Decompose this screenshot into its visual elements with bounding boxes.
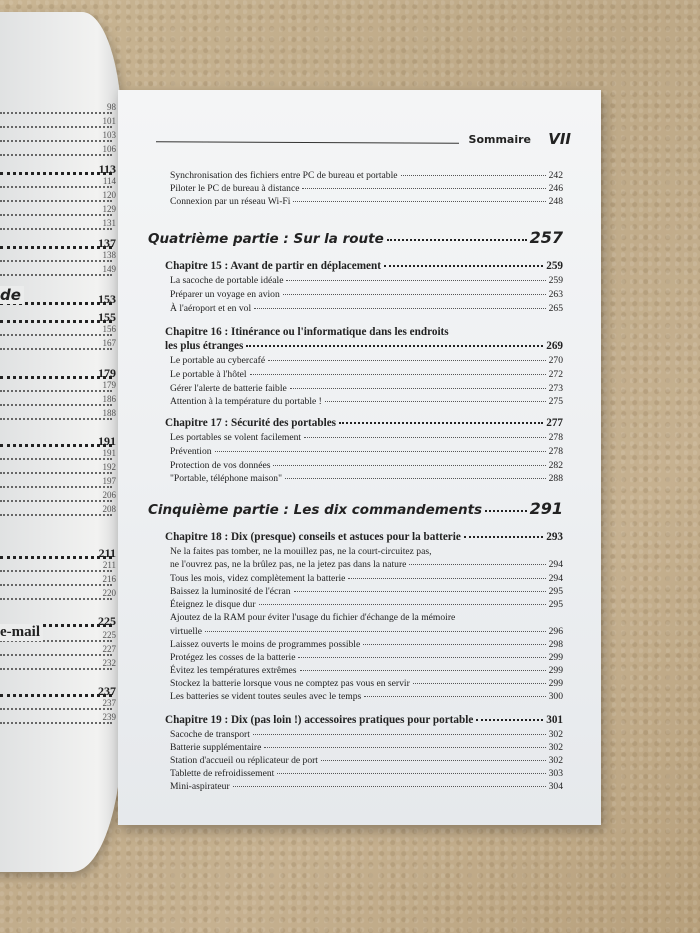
section-label: Sacoche de transport [170, 729, 250, 740]
page-number: 120 [102, 190, 116, 200]
page-number: 246 [548, 183, 563, 194]
page-number: 295 [548, 586, 563, 597]
page-number: 186 [102, 394, 116, 404]
page-number: 263 [548, 289, 563, 300]
section-label-line1: Ne la faites pas tomber, ne la mouillez pas, ne la court-circuitez pas, [170, 546, 432, 557]
toc-section [170, 383, 563, 394]
leader-dots [294, 591, 546, 592]
page-number: 227 [102, 644, 116, 654]
page-number: 179 [102, 380, 116, 390]
left-page-row [0, 544, 112, 559]
left-page-row [0, 100, 112, 114]
section-label: Protégez les cosses de la batterie [170, 652, 296, 663]
leader-dots [401, 175, 546, 176]
left-page-row [0, 488, 112, 502]
page-number: 301 [546, 714, 563, 726]
page-number: 191 [98, 434, 116, 448]
left-page-row [0, 262, 112, 276]
running-head-title: Sommaire [468, 133, 531, 146]
leader-dots [464, 536, 543, 538]
toc-section [170, 586, 563, 597]
leader-dots [384, 265, 543, 267]
leader-dots [300, 670, 546, 671]
toc-section [170, 355, 563, 366]
toc-chapter [165, 531, 563, 543]
section-label: Préparer un voyage en avion [170, 289, 280, 300]
page-number: 211 [102, 560, 116, 570]
page-number: 113 [98, 162, 116, 176]
page-number: 101 [102, 116, 116, 126]
leader-dots [413, 683, 546, 684]
section-label: Stockez la batterie lorsque vous ne comptez pas vous en servir [170, 678, 410, 689]
toc-chapter [165, 714, 563, 726]
page-number: 220 [102, 588, 116, 598]
page-number: 257 [529, 228, 563, 247]
page-number: 106 [102, 144, 116, 154]
leader-dots [364, 696, 545, 697]
left-page-row [0, 188, 112, 202]
section-label: Les batteries se vident toutes seules avec le temps [170, 691, 362, 702]
left-page-row [0, 656, 112, 670]
left-page [0, 12, 122, 872]
section-label: Prévention [170, 446, 212, 457]
page-number: 299 [548, 652, 563, 663]
leader-dots [485, 510, 527, 512]
section-label: Attention à la température du portable ! [170, 396, 322, 407]
leader-dots [264, 747, 545, 748]
left-page-row [0, 446, 112, 460]
page-number: 259 [546, 260, 563, 272]
leader-dots [250, 374, 546, 375]
toc-section [170, 639, 563, 650]
leader-dots [283, 294, 546, 295]
part-label: Quatrième partie : Sur la route [148, 231, 384, 247]
leader-dots [298, 657, 545, 658]
left-page-row [0, 586, 112, 600]
chapter-label: Chapitre 19 : Dix (pas loin !) accessoires pratiques pour portable [165, 714, 474, 726]
page-number: 216 [102, 574, 116, 584]
page-number: 265 [548, 303, 563, 314]
leader-dots [325, 401, 546, 402]
toc-section [170, 652, 563, 663]
leader-dots [246, 345, 543, 347]
part-label: Cinquième partie : Les dix commandements [148, 502, 483, 518]
page-number: 192 [102, 462, 116, 472]
section-label: Protection de vos données [170, 460, 271, 471]
left-page-row [0, 128, 112, 142]
page-number: 167 [102, 338, 116, 348]
toc-section [170, 289, 563, 300]
left-page-row [0, 696, 112, 710]
page-number: 191 [102, 448, 116, 458]
page-number: 131 [102, 218, 116, 228]
page-number: 197 [102, 476, 116, 486]
leader-dots [476, 719, 543, 721]
page-number: 137 [98, 236, 116, 250]
page-number: 293 [546, 531, 563, 543]
right-page [118, 90, 601, 825]
page-number: 103 [102, 130, 116, 140]
page-number: 237 [98, 684, 116, 698]
left-page-row [0, 474, 112, 488]
page-number: 232 [102, 658, 116, 668]
left-page-row [0, 378, 112, 392]
section-label-line1: Ajoutez de la RAM pour éviter l'usage du fichier d'échange de la mémoire [170, 612, 456, 623]
toc-section [170, 768, 563, 779]
page-number: 138 [102, 250, 116, 260]
page-number: 237 [102, 698, 116, 708]
leader-dots [348, 578, 545, 579]
leader-dots [339, 422, 543, 424]
leader-dots [273, 465, 545, 466]
leader-dots [268, 360, 546, 361]
page-number: 259 [548, 275, 563, 286]
page-number: 248 [548, 196, 563, 207]
page-number: 304 [548, 781, 563, 792]
left-page-row [0, 682, 112, 697]
page-number: 302 [548, 729, 563, 740]
section-label: Batterie supplémentaire [170, 742, 262, 753]
page-number: 98 [107, 102, 116, 112]
toc-section [170, 678, 563, 689]
leader-dots [215, 451, 546, 452]
left-page-row [0, 572, 112, 586]
section-label: Laissez ouverts le moins de programmes possible [170, 639, 361, 650]
partial-entry-label: e-mail [0, 624, 43, 641]
page-number: 300 [548, 691, 563, 702]
page-number: 242 [548, 170, 563, 181]
leader-dots [321, 760, 546, 761]
section-label: Gérer l'alerte de batterie faible [170, 383, 287, 394]
leader-dots [233, 786, 546, 787]
page-number: 291 [529, 499, 563, 518]
leader-dots [277, 773, 545, 774]
toc-part [148, 499, 563, 518]
page-number: 153 [98, 292, 116, 306]
toc-chapter [165, 417, 563, 429]
page-number: 225 [98, 614, 116, 628]
leader-dots [286, 280, 545, 281]
page-number: 156 [102, 324, 116, 334]
section-label: Piloter le PC de bureau à distance [170, 183, 300, 194]
section-label: Tous les mois, videz complètement la batterie [170, 573, 346, 584]
header-rule [156, 141, 459, 144]
page-number: 225 [102, 630, 116, 640]
left-page-row [0, 502, 112, 516]
left-page-row [0, 642, 112, 656]
toc-section [170, 170, 563, 181]
chapter-label: les plus étranges [165, 340, 244, 352]
leader-dots [387, 239, 527, 241]
left-page-row [0, 202, 112, 216]
page-number: 272 [548, 369, 563, 380]
toc-section [170, 559, 563, 570]
toc-chapter [165, 260, 563, 272]
left-page-row [0, 114, 112, 128]
page-number: 129 [102, 204, 116, 214]
page-number: 277 [546, 417, 563, 429]
toc-section [170, 473, 563, 484]
section-label: Connexion par un réseau Wi-Fi [170, 196, 291, 207]
page-number: 278 [548, 446, 563, 457]
leader-dots [290, 388, 546, 389]
page-number: 208 [102, 504, 116, 514]
section-label: Le portable au cybercafé [170, 355, 266, 366]
left-page-row [0, 432, 112, 447]
page-number: 282 [548, 460, 563, 471]
section-label: La sacoche de portable idéale [170, 275, 284, 286]
section-label: Tablette de refroidissement [170, 768, 275, 779]
section-label: Synchronisation des fichiers entre PC de bureau et portable [170, 170, 398, 181]
page-folio: VII [548, 130, 571, 148]
toc-section [170, 369, 563, 380]
page-number: 211 [98, 546, 116, 560]
page-number: 275 [548, 396, 563, 407]
toc-section [170, 432, 563, 443]
left-page-row [0, 392, 112, 406]
page-number: 303 [548, 768, 563, 779]
page-number: 273 [548, 383, 563, 394]
left-page-row [0, 142, 112, 156]
page-number: 296 [548, 626, 563, 637]
page-number: 294 [548, 573, 563, 584]
page-number: 239 [102, 712, 116, 722]
running-head [156, 132, 579, 150]
section-label: Éteignez le disque dur [170, 599, 256, 610]
toc-section [170, 691, 563, 702]
section-label: Évitez les températures extrêmes [170, 665, 297, 676]
section-label: virtuelle [170, 626, 202, 637]
page-number: 288 [548, 473, 563, 484]
chapter-label: Chapitre 18 : Dix (presque) conseils et astuces pour la batterie [165, 531, 461, 543]
toc-section [170, 665, 563, 676]
page-number: 302 [548, 755, 563, 766]
section-label: Baissez la luminosité de l'écran [170, 586, 291, 597]
toc-section [170, 460, 563, 471]
left-page-row [0, 174, 112, 188]
page-number: 179 [98, 366, 116, 380]
left-page-row [0, 558, 112, 572]
leader-dots [302, 188, 545, 189]
toc-section [170, 446, 563, 457]
page-number: 206 [102, 490, 116, 500]
leader-dots [409, 564, 545, 565]
section-label: Le portable à l'hôtel [170, 369, 247, 380]
page-number: 114 [102, 176, 116, 186]
toc-section [170, 781, 563, 792]
page-number: 299 [548, 678, 563, 689]
toc-chapter [165, 340, 563, 352]
page-number: 294 [548, 559, 563, 570]
page-number: 188 [102, 408, 116, 418]
page-number: 302 [548, 742, 563, 753]
section-label: À l'aéroport et en vol [170, 303, 252, 314]
left-page-row [0, 710, 112, 724]
toc-section [170, 599, 563, 610]
chapter-label-line1: Chapitre 16 : Itinérance ou l'informatique dans les endroits [165, 326, 449, 338]
leader-dots [293, 201, 545, 202]
page-number: 155 [98, 310, 116, 324]
left-page-row [0, 460, 112, 474]
leader-dots [285, 478, 546, 479]
page-number: 299 [548, 665, 563, 676]
section-label: Les portables se volent facilement [170, 432, 302, 443]
page-number: 269 [546, 340, 563, 352]
toc-section [170, 303, 563, 314]
toc-section [170, 196, 563, 207]
page-number: 270 [548, 355, 563, 366]
left-page-row [0, 322, 112, 336]
left-page-row [0, 364, 112, 379]
chapter-label: Chapitre 15 : Avant de partir en déplacement [165, 260, 381, 272]
left-page-row [0, 216, 112, 230]
toc-section [170, 275, 563, 286]
leader-dots [253, 734, 546, 735]
leader-dots [259, 604, 546, 605]
section-label: "Portable, téléphone maison" [170, 473, 283, 484]
section-label: Mini-aspirateur [170, 781, 230, 792]
left-page-row [0, 160, 112, 175]
left-page-row [0, 308, 112, 323]
toc-section [170, 396, 563, 407]
leader-dots [205, 631, 546, 632]
page-number: 298 [548, 639, 563, 650]
toc-section [170, 742, 563, 753]
section-label: ne l'ouvrez pas, ne la brûlez pas, ne la jetez pas dans la nature [170, 559, 407, 570]
page-number: 295 [548, 599, 563, 610]
page-number: 278 [548, 432, 563, 443]
left-page-row [0, 234, 112, 249]
section-label: Station d'accueil ou réplicateur de port [170, 755, 318, 766]
leader-dots [254, 308, 545, 309]
toc-section [170, 183, 563, 194]
left-page-row [0, 248, 112, 262]
left-page-row [0, 406, 112, 420]
leader-dots [304, 437, 546, 438]
toc-section [170, 573, 563, 584]
leader-dots [363, 644, 545, 645]
toc-part [148, 228, 563, 247]
page-number: 149 [102, 264, 116, 274]
toc-section [170, 626, 563, 637]
toc-section [170, 729, 563, 740]
left-page-row [0, 336, 112, 350]
chapter-label: Chapitre 17 : Sécurité des portables [165, 417, 337, 429]
toc-section [170, 755, 563, 766]
partial-entry-label: de [0, 286, 24, 304]
